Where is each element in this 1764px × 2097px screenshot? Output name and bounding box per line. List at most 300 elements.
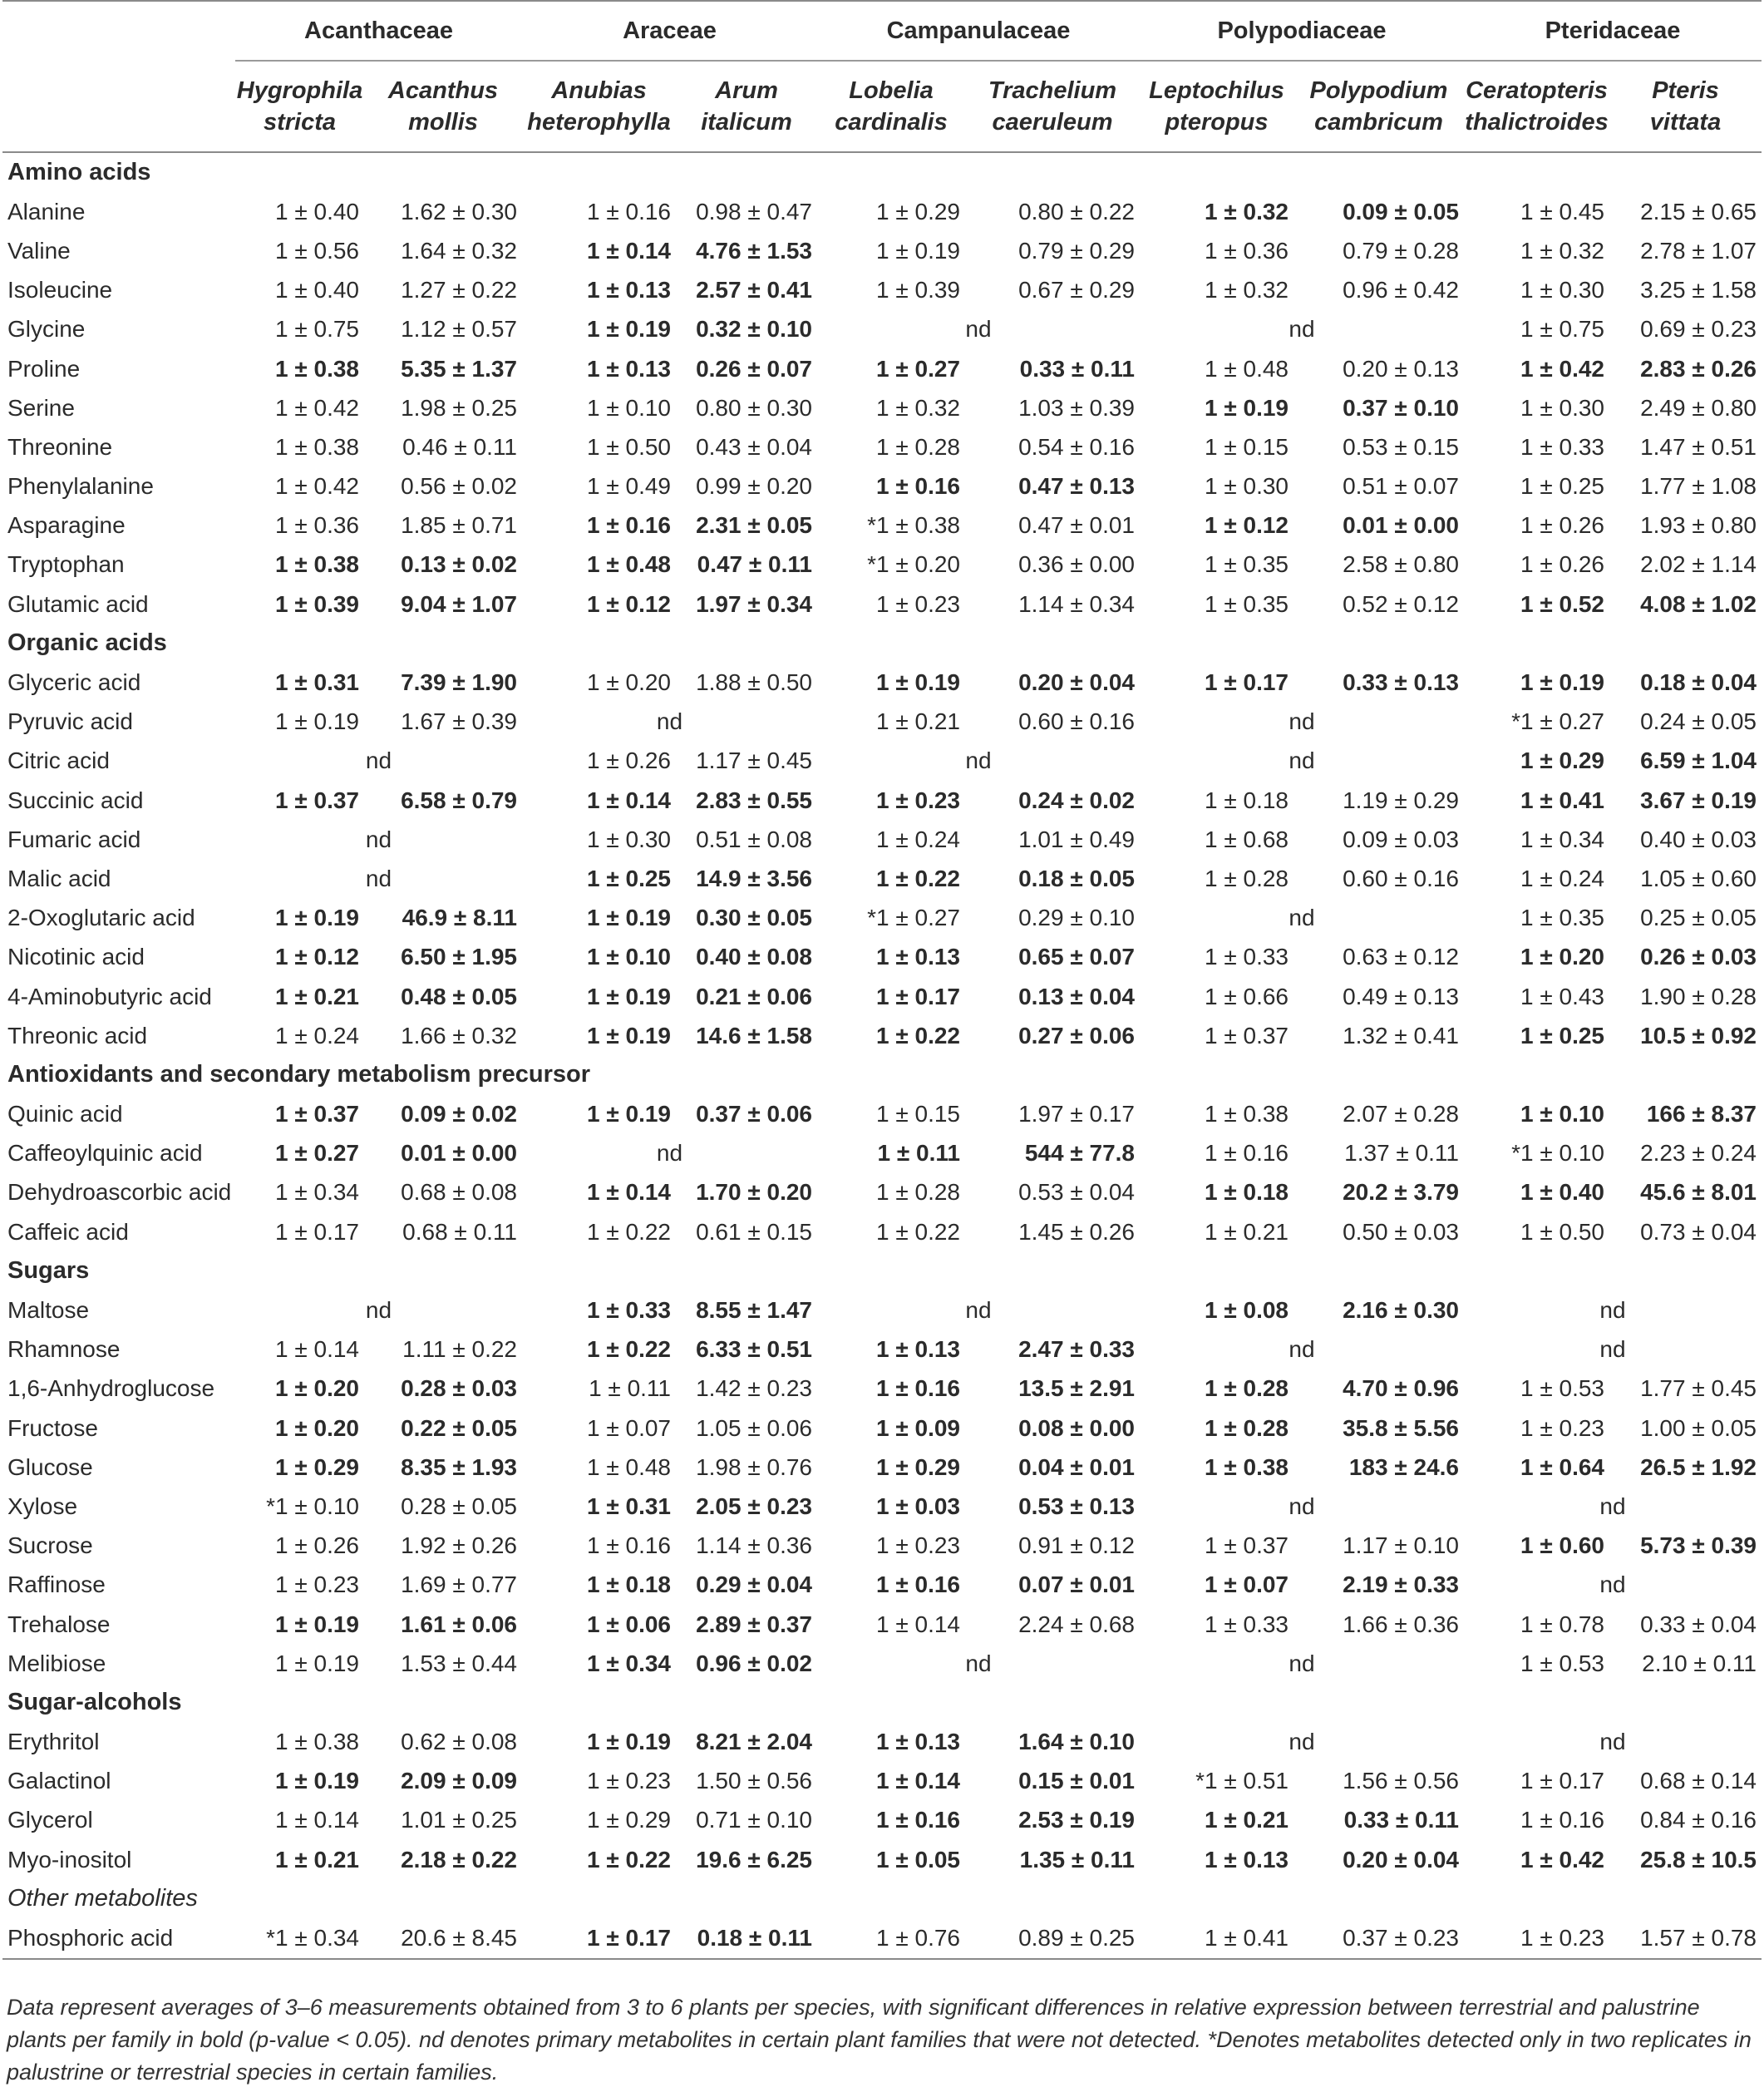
value-cell: 1 ± 0.19 [587, 1101, 671, 1127]
value-cell: 1 ± 0.23 [275, 1572, 359, 1598]
value-cell: 1.05 ± 0.06 [696, 1414, 812, 1441]
value-cell: 1 ± 0.19 [587, 316, 671, 343]
value-cell: 2.83 ± 0.55 [696, 787, 812, 813]
value-cell: 1 ± 0.75 [1520, 316, 1604, 343]
table-row [2, 1409, 1762, 1448]
value-cell: 3.25 ± 1.58 [1640, 277, 1757, 303]
value-cell: 1 ± 0.20 [587, 669, 671, 696]
value-cell: 0.53 ± 0.13 [1018, 1493, 1135, 1519]
value-cell: 1 ± 0.76 [876, 1925, 960, 1951]
value-cell: 4.76 ± 1.53 [696, 237, 812, 264]
value-cell: 1 ± 0.29 [1520, 748, 1604, 774]
not-detected-cell: nd [965, 316, 992, 343]
not-detected-cell: nd [1599, 1493, 1626, 1519]
value-cell: 1.67 ± 0.39 [401, 708, 517, 735]
value-cell: 1 ± 0.19 [876, 669, 960, 696]
table-row [2, 1527, 1762, 1566]
value-cell: 1 ± 0.17 [275, 1218, 359, 1245]
value-cell: 46.9 ± 8.11 [402, 905, 517, 931]
value-cell: 10.5 ± 0.92 [1640, 1022, 1757, 1048]
value-cell: 1.57 ± 0.78 [1640, 1925, 1757, 1951]
metabolite-name: Myo-inositol [7, 1846, 132, 1872]
value-cell: 1.50 ± 0.56 [696, 1768, 812, 1794]
value-cell: 1.17 ± 0.45 [696, 748, 812, 774]
category-label: Antioxidants and secondary metabolism precursor [7, 1061, 591, 1088]
value-cell: 1 ± 0.38 [275, 1729, 359, 1755]
value-cell: 1 ± 0.24 [275, 1022, 359, 1048]
value-cell: 1 ± 0.24 [876, 826, 960, 852]
table-row [2, 703, 1762, 742]
table-row [2, 938, 1762, 977]
value-cell: 0.07 ± 0.01 [1018, 1572, 1135, 1598]
value-cell: 0.22 ± 0.05 [401, 1414, 517, 1441]
value-cell: 19.6 ± 6.25 [696, 1846, 812, 1872]
value-cell: 0.69 ± 0.23 [1640, 316, 1757, 343]
value-cell: 1 ± 0.20 [1520, 944, 1604, 970]
value-cell: 1 ± 0.22 [876, 1218, 960, 1245]
metabolite-name: Caffeoylquinic acid [7, 1140, 203, 1167]
value-cell: 166 ± 8.37 [1646, 1101, 1757, 1127]
table-row [2, 859, 1762, 898]
metabolite-name: Rhamnose [7, 1336, 121, 1363]
metabolite-name: Glucose [7, 1453, 93, 1480]
value-cell: 544 ± 77.8 [1024, 1140, 1135, 1167]
metabolite-name: Nicotinic acid [7, 944, 145, 970]
value-cell: 1.85 ± 0.71 [401, 512, 517, 539]
value-cell: 1 ± 0.19 [587, 1729, 671, 1755]
value-cell: 1 ± 0.17 [587, 1925, 671, 1951]
value-cell: 1.97 ± 0.17 [1018, 1101, 1135, 1127]
value-cell: 1 ± 0.29 [275, 1453, 359, 1480]
value-cell: 1 ± 0.12 [587, 590, 671, 617]
value-cell: 1.66 ± 0.32 [401, 1022, 517, 1048]
value-cell: *1 ± 0.34 [266, 1925, 359, 1951]
species-header [1464, 61, 1609, 151]
table-row [2, 820, 1762, 859]
value-cell: 1 ± 0.22 [587, 1218, 671, 1245]
metabolite-name: Malic acid [7, 865, 111, 891]
value-cell: 1 ± 0.24 [1520, 865, 1604, 891]
value-cell: 1 ± 0.14 [275, 1807, 359, 1833]
value-cell: 1 ± 0.19 [587, 983, 671, 1009]
value-cell: *1 ± 0.10 [266, 1493, 359, 1519]
metabolite-name: Glycerol [7, 1807, 93, 1833]
value-cell: 0.30 ± 0.05 [696, 905, 812, 931]
value-cell: 1 ± 0.33 [1520, 433, 1604, 460]
metabolite-name: Raffinose [7, 1572, 106, 1598]
value-cell: 1 ± 0.14 [587, 1179, 671, 1206]
value-cell: 1 ± 0.40 [275, 198, 359, 225]
value-cell: 1 ± 0.28 [1205, 865, 1289, 891]
metabolite-name: Proline [7, 355, 81, 382]
value-cell: 2.18 ± 0.22 [401, 1846, 517, 1872]
metabolite-name: Threonic acid [7, 1022, 148, 1048]
species-genus: Ceratopteris [1466, 77, 1608, 104]
metabolite-name: 2-Oxoglutaric acid [7, 905, 195, 931]
value-cell: *1 ± 0.27 [867, 905, 960, 931]
category-label: Sugar-alcohols [7, 1689, 182, 1716]
value-cell: 1 ± 0.16 [1520, 1807, 1604, 1833]
value-cell: 1 ± 0.50 [1520, 1218, 1604, 1245]
value-cell: 1 ± 0.43 [1520, 983, 1604, 1009]
value-cell: 14.9 ± 3.56 [696, 865, 812, 891]
value-cell: 1 ± 0.19 [876, 237, 960, 264]
value-cell: 1 ± 0.16 [587, 198, 671, 225]
value-cell: 1.92 ± 0.26 [401, 1532, 517, 1559]
not-detected-cell: nd [965, 748, 992, 774]
metabolite-name: Glycine [7, 316, 86, 343]
species-epithet: caeruleum [992, 109, 1113, 136]
category-row [2, 624, 1762, 663]
value-cell: 1 ± 0.21 [1205, 1807, 1289, 1833]
value-cell: 1 ± 0.14 [876, 1611, 960, 1637]
not-detected-cell: nd [1289, 1493, 1315, 1519]
family-header: Araceae [623, 17, 717, 44]
value-cell: 1.90 ± 0.28 [1640, 983, 1757, 1009]
value-cell: 1 ± 0.33 [1205, 944, 1289, 970]
value-cell: 1.01 ± 0.25 [401, 1807, 517, 1833]
value-cell: 1.03 ± 0.39 [1018, 394, 1135, 421]
value-cell: 0.09 ± 0.02 [401, 1101, 517, 1127]
value-cell: 1 ± 0.37 [1205, 1532, 1289, 1559]
value-cell: 1 ± 0.16 [876, 473, 960, 500]
value-cell: 1 ± 0.35 [1520, 905, 1604, 931]
corner-cell [2, 61, 235, 151]
value-cell: 1 ± 0.19 [275, 1650, 359, 1676]
value-cell: 0.53 ± 0.15 [1343, 433, 1459, 460]
value-cell: 1 ± 0.19 [1205, 394, 1289, 421]
family-header: Polypodiaceae [1217, 17, 1387, 44]
value-cell: 1 ± 0.13 [876, 1729, 960, 1755]
value-cell: 1.05 ± 0.60 [1640, 865, 1757, 891]
value-cell: 0.13 ± 0.02 [401, 551, 517, 578]
value-cell: 0.37 ± 0.10 [1343, 394, 1459, 421]
value-cell: 1 ± 0.38 [275, 355, 359, 382]
value-cell: 1 ± 0.21 [275, 983, 359, 1009]
value-cell: 1 ± 0.39 [275, 590, 359, 617]
table-row [2, 1173, 1762, 1212]
value-cell: 1 ± 0.27 [876, 355, 960, 382]
species-epithet: mollis [408, 109, 478, 136]
value-cell: 1 ± 0.23 [1520, 1925, 1604, 1951]
value-cell: 1 ± 0.32 [1205, 277, 1289, 303]
value-cell: 0.96 ± 0.02 [696, 1650, 812, 1676]
family-header: Acanthaceae [304, 17, 453, 44]
value-cell: 0.09 ± 0.03 [1343, 826, 1459, 852]
value-cell: 1 ± 0.30 [1520, 277, 1604, 303]
value-cell: 1 ± 0.38 [275, 551, 359, 578]
not-detected-cell: nd [1289, 316, 1315, 343]
value-cell: 1 ± 0.48 [587, 1453, 671, 1480]
value-cell: 0.36 ± 0.00 [1018, 551, 1135, 578]
value-cell: 0.73 ± 0.04 [1640, 1218, 1757, 1245]
value-cell: 1 ± 0.26 [587, 748, 671, 774]
value-cell: 1 ± 0.23 [587, 1768, 671, 1794]
value-cell: 1 ± 0.17 [1205, 669, 1289, 696]
table-row [2, 585, 1762, 624]
value-cell: 1 ± 0.34 [275, 1179, 359, 1206]
value-cell: 1.93 ± 0.80 [1640, 512, 1757, 539]
metabolite-name: 4-Aminobutyric acid [7, 983, 212, 1009]
value-cell: 1 ± 0.52 [1520, 590, 1604, 617]
value-cell: 1 ± 0.19 [1520, 669, 1604, 696]
value-cell: 1 ± 0.37 [275, 787, 359, 813]
value-cell: 1.98 ± 0.25 [401, 394, 517, 421]
value-cell: 0.84 ± 0.16 [1640, 1807, 1757, 1833]
value-cell: 1 ± 0.16 [587, 1532, 671, 1559]
value-cell: 1 ± 0.18 [587, 1572, 671, 1598]
value-cell: 1 ± 0.28 [876, 433, 960, 460]
table-row [2, 1016, 1762, 1055]
value-cell: 14.6 ± 1.58 [696, 1022, 812, 1048]
value-cell: 0.33 ± 0.11 [1019, 355, 1135, 382]
species-genus: Trachelium [988, 77, 1117, 104]
value-cell: 1 ± 0.07 [1205, 1572, 1289, 1598]
value-cell: 1 ± 0.39 [876, 277, 960, 303]
value-cell: 1.62 ± 0.30 [401, 198, 517, 225]
value-cell: 0.71 ± 0.10 [696, 1807, 812, 1833]
value-cell: 0.13 ± 0.04 [1018, 983, 1135, 1009]
table-row [2, 1095, 1762, 1134]
value-cell: 1.64 ± 0.10 [1018, 1729, 1135, 1755]
value-cell: 1 ± 0.26 [1520, 512, 1604, 539]
not-detected-cell: nd [1599, 1729, 1626, 1755]
value-cell: 20.2 ± 3.79 [1343, 1179, 1459, 1206]
metabolite-name: Citric acid [7, 748, 110, 774]
value-cell: 1 ± 0.19 [587, 1022, 671, 1048]
metabolite-table [2, 0, 1762, 1960]
value-cell: 0.32 ± 0.10 [696, 316, 812, 343]
value-cell: 1 ± 0.40 [275, 277, 359, 303]
value-cell: 1 ± 0.25 [1520, 473, 1604, 500]
value-cell: 0.51 ± 0.08 [696, 826, 812, 852]
value-cell: 1 ± 0.28 [1205, 1375, 1289, 1402]
value-cell: 0.67 ± 0.29 [1018, 277, 1135, 303]
value-cell: 1 ± 0.22 [876, 865, 960, 891]
value-cell: 1 ± 0.06 [587, 1611, 671, 1637]
table-row [2, 231, 1762, 270]
metabolite-name: Galactinol [7, 1768, 111, 1794]
value-cell: 1 ± 0.31 [587, 1493, 671, 1519]
value-cell: 1 ± 0.33 [587, 1297, 671, 1324]
value-cell: 0.89 ± 0.25 [1018, 1925, 1135, 1951]
not-detected-cell: nd [1289, 1336, 1315, 1363]
value-cell: 2.16 ± 0.30 [1343, 1297, 1459, 1324]
table-row [2, 506, 1762, 545]
value-cell: 1 ± 0.19 [275, 905, 359, 931]
value-cell: 1 ± 0.18 [1205, 787, 1289, 813]
value-cell: 1 ± 0.75 [275, 316, 359, 343]
not-detected-cell: nd [1599, 1297, 1626, 1324]
value-cell: 1 ± 0.22 [876, 1022, 960, 1048]
family-header: Campanulaceae [886, 17, 1071, 44]
table-row [2, 977, 1762, 1016]
value-cell: 1.45 ± 0.26 [1018, 1218, 1135, 1245]
value-cell: 0.04 ± 0.01 [1018, 1453, 1135, 1480]
value-cell: 1 ± 0.13 [876, 944, 960, 970]
family-header-row [2, 2, 1762, 60]
value-cell: 1 ± 0.21 [876, 708, 960, 735]
metabolite-name: Sucrose [7, 1532, 93, 1559]
value-cell: 1 ± 0.32 [1520, 237, 1604, 264]
table-row [2, 388, 1762, 427]
species-epithet: cardinalis [835, 109, 948, 136]
value-cell: 1 ± 0.31 [275, 669, 359, 696]
value-cell: 1 ± 0.53 [1520, 1650, 1604, 1676]
value-cell: 0.33 ± 0.13 [1343, 669, 1459, 696]
value-cell: 1 ± 0.33 [1205, 1611, 1289, 1637]
value-cell: 1 ± 0.13 [1205, 1846, 1289, 1872]
value-cell: 1 ± 0.22 [587, 1336, 671, 1363]
value-cell: 183 ± 24.6 [1348, 1453, 1459, 1480]
value-cell: 1 ± 0.22 [587, 1846, 671, 1872]
not-detected-cell: nd [965, 1297, 992, 1324]
metabolite-name: Glutamic acid [7, 590, 149, 617]
value-cell: 1 ± 0.41 [1205, 1925, 1289, 1951]
table-row [2, 467, 1762, 506]
value-cell: 1 ± 0.50 [587, 433, 671, 460]
value-cell: 1.19 ± 0.29 [1343, 787, 1459, 813]
table-body [2, 152, 1762, 1960]
value-cell: 0.33 ± 0.04 [1640, 1611, 1757, 1637]
value-cell: 1.14 ± 0.34 [1018, 590, 1135, 617]
species-genus: Acanthus [387, 77, 499, 104]
table-row [2, 1448, 1762, 1487]
value-cell: 0.49 ± 0.13 [1343, 983, 1459, 1009]
value-cell: 0.24 ± 0.02 [1018, 787, 1135, 813]
value-cell: 0.27 ± 0.06 [1018, 1022, 1135, 1048]
value-cell: 0.54 ± 0.16 [1018, 433, 1135, 460]
value-cell: 1.14 ± 0.36 [696, 1532, 812, 1559]
category-label: Other metabolites [7, 1885, 198, 1912]
value-cell: 1 ± 0.21 [275, 1846, 359, 1872]
table-row [2, 1330, 1762, 1369]
value-cell: 0.48 ± 0.05 [401, 983, 517, 1009]
not-detected-cell: nd [365, 1297, 392, 1324]
not-detected-cell: nd [1289, 905, 1315, 931]
table-row [2, 192, 1762, 231]
table-row [2, 427, 1762, 466]
value-cell: 1 ± 0.10 [1520, 1101, 1604, 1127]
value-cell: 0.56 ± 0.02 [401, 473, 517, 500]
not-detected-cell: nd [656, 1140, 683, 1167]
value-cell: 5.35 ± 1.37 [401, 355, 517, 382]
value-cell: 0.46 ± 0.11 [402, 433, 517, 460]
value-cell: 1.77 ± 1.08 [1640, 473, 1757, 500]
value-cell: 0.99 ± 0.20 [696, 473, 812, 500]
value-cell: 1 ± 0.11 [589, 1375, 671, 1402]
metabolite-name: Phenylalanine [7, 473, 154, 500]
table-row [2, 545, 1762, 585]
value-cell: 0.60 ± 0.16 [1018, 708, 1135, 735]
species-genus: Hygrophila [236, 77, 363, 104]
metabolite-name: Dehydroascorbic acid [7, 1179, 232, 1206]
not-detected-cell: nd [1289, 1729, 1315, 1755]
value-cell: 1 ± 0.16 [587, 512, 671, 539]
value-cell: 1 ± 0.30 [587, 826, 671, 852]
value-cell: 1 ± 0.14 [587, 787, 671, 813]
value-cell: 1 ± 0.30 [1205, 473, 1289, 500]
value-cell: *1 ± 0.27 [1511, 708, 1604, 735]
value-cell: 0.26 ± 0.07 [696, 355, 812, 382]
metabolite-name: Valine [7, 237, 71, 264]
not-detected-cell: nd [965, 1650, 992, 1676]
category-row [2, 1683, 1762, 1722]
not-detected-cell: nd [1289, 708, 1315, 735]
value-cell: 4.70 ± 0.96 [1343, 1375, 1459, 1402]
species-epithet: heterophylla [527, 109, 671, 136]
value-cell: 6.58 ± 0.79 [401, 787, 517, 813]
value-cell: 0.20 ± 0.13 [1343, 355, 1459, 382]
value-cell: 1 ± 0.40 [1520, 1179, 1604, 1206]
metabolite-name: 1,6-Anhydroglucose [7, 1375, 215, 1402]
value-cell: 1 ± 0.29 [876, 1453, 960, 1480]
table-header [2, 1, 1762, 152]
value-cell: 0.47 ± 0.01 [1018, 512, 1135, 539]
value-cell: 1 ± 0.15 [1205, 433, 1289, 460]
value-cell: 0.47 ± 0.11 [697, 551, 812, 578]
value-cell: 5.73 ± 0.39 [1640, 1532, 1757, 1559]
not-detected-cell: nd [365, 865, 392, 891]
value-cell: 0.80 ± 0.30 [696, 394, 812, 421]
value-cell: 2.19 ± 0.33 [1343, 1572, 1459, 1598]
value-cell: 1.88 ± 0.50 [696, 669, 812, 696]
value-cell: 1 ± 0.32 [1205, 198, 1289, 225]
not-detected-cell: nd [365, 826, 392, 852]
species-genus: Lobelia [849, 77, 934, 104]
value-cell: 0.21 ± 0.06 [696, 983, 812, 1009]
value-cell: 0.20 ± 0.04 [1018, 669, 1135, 696]
value-cell: 0.33 ± 0.11 [1343, 1807, 1459, 1833]
value-cell: 0.29 ± 0.10 [1018, 905, 1135, 931]
not-detected-cell: nd [365, 748, 392, 774]
category-label: Sugars [7, 1257, 90, 1285]
value-cell: 1 ± 0.42 [1520, 1846, 1604, 1872]
value-cell: 1 ± 0.28 [876, 1179, 960, 1206]
value-cell: 1 ± 0.17 [1520, 1768, 1604, 1794]
metabolite-name: Tryptophan [7, 551, 125, 578]
value-cell: 1 ± 0.25 [1520, 1022, 1604, 1048]
value-cell: 3.67 ± 0.19 [1640, 787, 1757, 813]
value-cell: 1 ± 0.37 [275, 1101, 359, 1127]
bottom-rule [2, 1959, 1762, 1960]
value-cell: 1.01 ± 0.49 [1018, 826, 1135, 852]
corner-cell [2, 2, 235, 60]
value-cell: 0.52 ± 0.12 [1343, 590, 1459, 617]
value-cell: 1 ± 0.25 [587, 865, 671, 891]
value-cell: 1 ± 0.14 [876, 1768, 960, 1794]
value-cell: 1 ± 0.42 [1520, 355, 1604, 382]
table-row [2, 1212, 1762, 1251]
value-cell: 1 ± 0.19 [275, 708, 359, 735]
table-row [2, 1134, 1762, 1173]
value-cell: 6.33 ± 0.51 [696, 1336, 812, 1363]
value-cell: 0.15 ± 0.01 [1018, 1768, 1135, 1794]
value-cell: 0.24 ± 0.05 [1640, 708, 1757, 735]
value-cell: 1 ± 0.26 [1520, 551, 1604, 578]
value-cell: 0.65 ± 0.07 [1018, 944, 1135, 970]
value-cell: 1 ± 0.27 [275, 1140, 359, 1167]
value-cell: 0.08 ± 0.00 [1018, 1414, 1135, 1441]
value-cell: 8.21 ± 2.04 [696, 1729, 812, 1755]
metabolite-name: Pyruvic acid [7, 708, 133, 735]
value-cell: 1 ± 0.13 [587, 277, 671, 303]
table-row [2, 742, 1762, 781]
table-row [2, 1566, 1762, 1605]
category-label: Organic acids [7, 629, 167, 657]
value-cell: 0.98 ± 0.47 [696, 198, 812, 225]
value-cell: 1 ± 0.38 [1205, 1101, 1289, 1127]
